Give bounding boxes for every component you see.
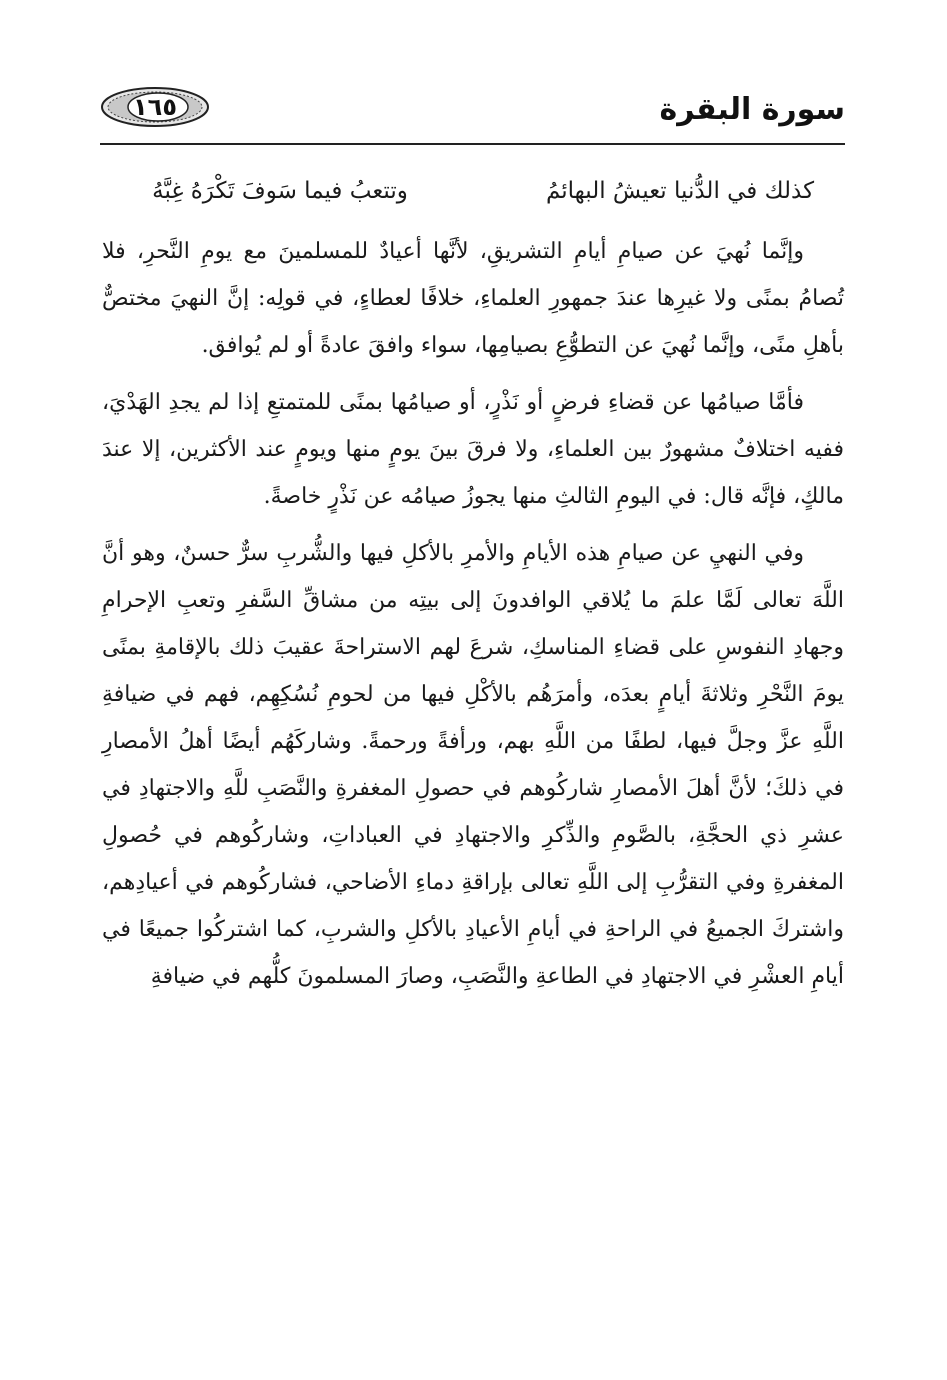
page-number-badge <box>100 86 210 128</box>
surah-title: سورة البقرة <box>659 92 845 127</box>
poem-verse <box>100 168 845 214</box>
page-number: ١٦٥ <box>133 93 177 121</box>
paragraph: فأمَّا صيامُها عن قضاءِ فرضٍ أو نَذْرٍ، أو صيامُها بمنًى للمتمتعِ إذا لم يجدِ الهَدْيَ، ففيه اختلافٌ مشهورٌ بين العلماءِ، ولا فرقَ بينَ يومٍ منها ويومٍ عند الأكثرين، إلا عندَ مالكٍ، فإنَّه قال: في اليومِ الثالثِ منها يجوزُ صيامُه عن نَذْرٍ خاصةً. <box>102 390 844 509</box>
paragraph: وفي النهيِ عن صيامِ هذه الأيامِ والأمرِ بالأكلِ فيها والشُّربِ سرٌّ حسنٌ، وهو أنَّ اللَّهَ تعالى لَمَّا علمَ ما يُلاقي الوافدونَ إلى بيتِه من مشاقِّ السَّفرِ وتعبِ الإحرامِ وجهادِ النفوسِ على قضاءِ المناسكِ، شرعَ لهم الاستراحةَ عقيبَ ذلك بالإقامةِ بمنًى يومَ النَّحْرِ وثلاثةَ أيامٍ بعدَه، وأمرَهُم بالأكْلِ فيها من لحومِ نُسُكِهِم، فهم في ضيافةِ اللَّهِ عزَّ وجلَّ فيها، لطفًا من اللَّهِ بهم، ورأفةً ورحمةً. وشاركَهُم أيضًا أهلُ الأمصارِ في ذلكَ؛ لأنَّ أهلَ الأمصارِ شاركُوهم في حصولِ المغفرةِ والنَّصَبِ للَّهِ والاجتهادِ في عشرِ ذي الحجَّةِ، بالصَّومِ والذِّكرِ والاجتهادِ في العباداتِ، وشاركُوهم في حُصولِ المغفرةِ وفي التقرُّبِ إلى اللَّهِ تعالى بإراقةِ دماءِ الأضاحي، فشاركُوهم في أعيادِهم، واشتركَ الجميعُ في الراحةِ في أيامِ الأعيادِ بالأكلِ والشربِ، كما اشتركُوا جميعًا في أيامِ العشْرِ في الاجتهادِ في الطاعةِ والنَّصَبِ، وصارَ المسلمونَ كلُّهم في ضيافةِ <box>102 541 844 989</box>
page-header <box>100 80 845 148</box>
poem-second-hemistich: وتتعبُ فيما سَوفَ تَكْرَهُ غِبَّهُ <box>152 178 408 204</box>
paragraph: وإنَّما نُهيَ عن صيامِ أيامِ التشريقِ، لأنَّها أعيادٌ للمسلمينَ مع يومِ النَّحرِ، فلا تُصامُ بمنًى ولا غيرِها عندَ جمهورِ العلماءِ، خلافًا لعطاءٍ، في قولِه: إنَّ النهيَ مختصٌّ بأهلِ منًى، وإنَّما نُهيَ عن التطوُّعِ بصيامِها، سواء وافقَ عادةً أو لم يُوافق. <box>102 239 844 358</box>
header-divider <box>100 143 845 145</box>
body-text <box>102 228 844 1000</box>
poem-first-hemistich: كذلك في الدُّنيا تعيشُ البهائمُ <box>545 178 815 204</box>
